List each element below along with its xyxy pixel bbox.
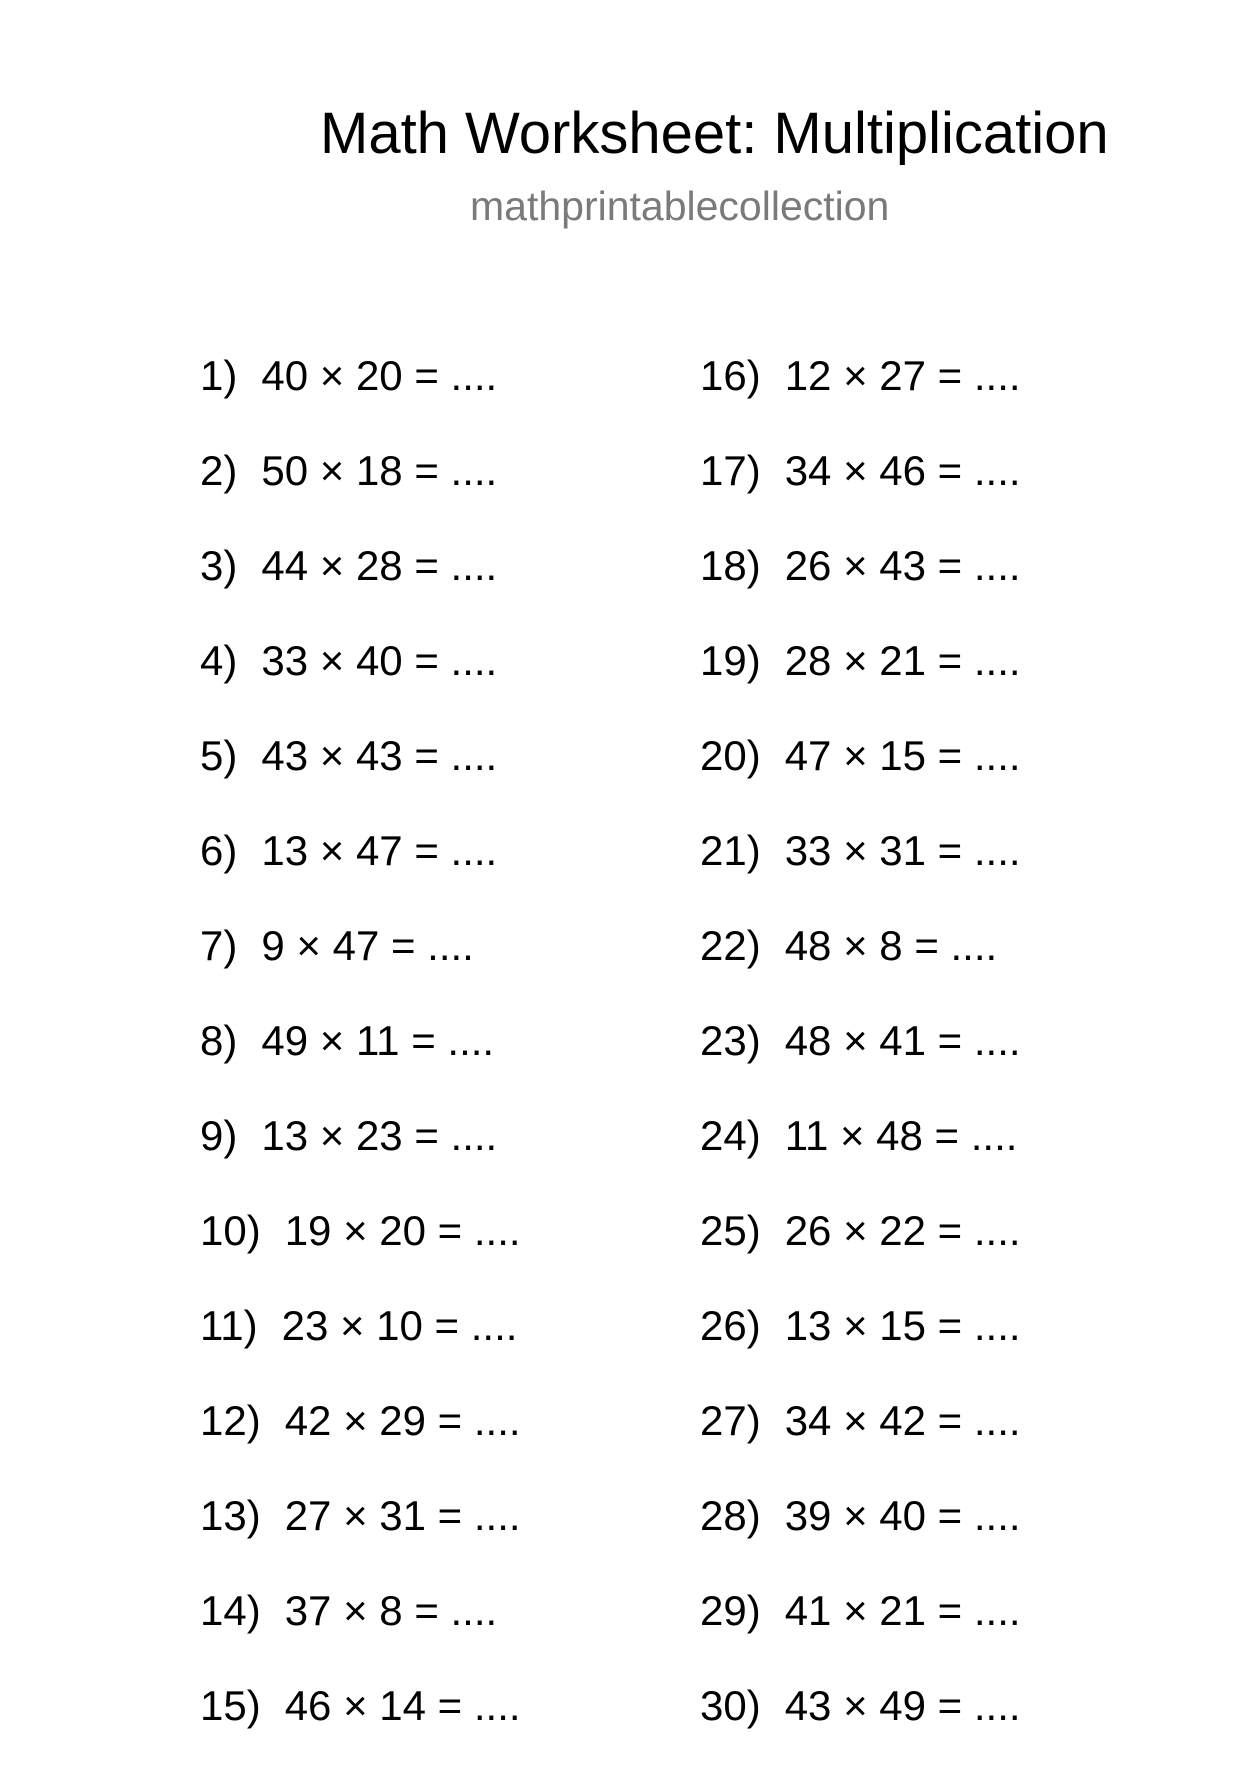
problem-number: 21) (700, 827, 761, 874)
problem-item (700, 441, 1021, 536)
problem-column-right (700, 346, 1021, 1771)
problem-number: 26) (700, 1302, 761, 1349)
problem-item (700, 726, 1021, 821)
problem-expression: 34 × 42 = .... (784, 1397, 1021, 1444)
problem-number: 25) (700, 1207, 761, 1254)
problem-item (700, 1581, 1021, 1676)
problem-item (700, 1201, 1021, 1296)
problem-number: 23) (700, 1017, 761, 1064)
problem-expression: 19 × 20 = .... (284, 1207, 521, 1254)
problem-number: 13) (200, 1492, 261, 1539)
problem-item (700, 536, 1021, 631)
problem-item (200, 1201, 521, 1296)
problem-expression: 12 × 27 = .... (784, 352, 1021, 399)
problem-expression: 9 × 47 = .... (261, 922, 474, 969)
problem-item (200, 916, 521, 1011)
problem-number: 3) (200, 542, 238, 589)
problem-item (200, 346, 521, 441)
problem-expression: 41 × 21 = .... (784, 1587, 1021, 1634)
problem-number: 10) (200, 1207, 261, 1254)
problem-number: 27) (700, 1397, 761, 1444)
problem-expression: 40 × 20 = .... (261, 352, 498, 399)
problem-expression: 26 × 43 = .... (784, 542, 1021, 589)
problem-number: 24) (700, 1112, 761, 1159)
problem-item (200, 1676, 521, 1771)
problem-number: 17) (700, 447, 761, 494)
problem-item (700, 1486, 1021, 1581)
problem-number: 28) (700, 1492, 761, 1539)
problem-item (700, 631, 1021, 726)
problem-item (200, 1106, 521, 1201)
problem-expression: 39 × 40 = .... (784, 1492, 1021, 1539)
problem-expression: 46 × 14 = .... (284, 1682, 521, 1729)
problem-expression: 47 × 15 = .... (784, 732, 1021, 779)
problem-expression: 34 × 46 = .... (784, 447, 1021, 494)
problem-number: 14) (200, 1587, 261, 1634)
problem-expression: 48 × 41 = .... (784, 1017, 1021, 1064)
problem-column-left (200, 346, 521, 1771)
problem-item (700, 1391, 1021, 1486)
problem-expression: 42 × 29 = .... (284, 1397, 521, 1444)
problem-expression: 13 × 47 = .... (261, 827, 498, 874)
problem-number: 22) (700, 922, 761, 969)
problem-item (700, 1676, 1021, 1771)
problem-expression: 13 × 23 = .... (261, 1112, 498, 1159)
problem-expression: 48 × 8 = .... (784, 922, 998, 969)
problem-number: 8) (200, 1017, 238, 1064)
problem-item (700, 916, 1021, 1011)
problem-number: 19) (700, 637, 761, 684)
problem-expression: 26 × 22 = .... (784, 1207, 1021, 1254)
problem-expression: 27 × 31 = .... (284, 1492, 521, 1539)
problem-number: 2) (200, 447, 238, 494)
problem-item (200, 726, 521, 821)
problem-item (700, 821, 1021, 916)
problem-number: 15) (200, 1682, 261, 1729)
problem-number: 4) (200, 637, 238, 684)
problem-expression: 43 × 49 = .... (784, 1682, 1021, 1729)
problem-item (200, 1011, 521, 1106)
problem-number: 6) (200, 827, 238, 874)
problem-number: 5) (200, 732, 238, 779)
page-title: Math Worksheet: Multiplication (320, 101, 1109, 166)
problem-item (200, 821, 521, 916)
problem-expression: 49 × 11 = .... (261, 1017, 495, 1064)
problem-item (700, 346, 1021, 441)
problem-expression: 33 × 40 = .... (261, 637, 498, 684)
problem-expression: 13 × 15 = .... (784, 1302, 1021, 1349)
problem-number: 20) (700, 732, 761, 779)
problem-expression: 33 × 31 = .... (784, 827, 1021, 874)
problem-number: 18) (700, 542, 761, 589)
problem-number: 11) (200, 1302, 258, 1349)
problem-item (200, 1486, 521, 1581)
problem-expression: 28 × 21 = .... (784, 637, 1021, 684)
problem-number: 1) (200, 352, 238, 399)
problem-expression: 11 × 48 = .... (784, 1112, 1018, 1159)
problem-expression: 50 × 18 = .... (261, 447, 498, 494)
problem-item (200, 1581, 521, 1676)
problem-number: 29) (700, 1587, 761, 1634)
problem-expression: 44 × 28 = .... (261, 542, 498, 589)
problem-item (200, 536, 521, 631)
problem-number: 30) (700, 1682, 761, 1729)
problem-expression: 43 × 43 = .... (261, 732, 498, 779)
problem-item (700, 1106, 1021, 1201)
problem-item (200, 441, 521, 536)
problem-expression: 23 × 10 = .... (281, 1302, 518, 1349)
problem-item (200, 1296, 521, 1391)
problem-expression: 37 × 8 = .... (284, 1587, 498, 1634)
problem-item (200, 631, 521, 726)
problem-number: 12) (200, 1397, 261, 1444)
problem-item (700, 1296, 1021, 1391)
page-subtitle: mathprintablecollection (470, 183, 890, 229)
problem-item (200, 1391, 521, 1486)
problem-number: 7) (200, 922, 238, 969)
problem-number: 9) (200, 1112, 238, 1159)
problem-number: 16) (700, 352, 761, 399)
problem-item (700, 1011, 1021, 1106)
